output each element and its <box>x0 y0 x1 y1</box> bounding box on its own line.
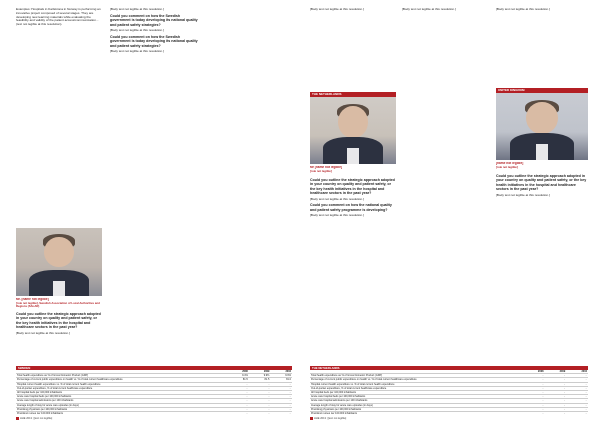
cell-value: .. <box>523 412 545 414</box>
cell-value: .. <box>544 412 566 414</box>
stats-country-label: THE NETHERLANDS <box>310 366 588 370</box>
paragraph: [Body text not legible at this resolution.] <box>496 192 550 197</box>
stats-table <box>310 370 588 414</box>
question: Could you outline the strategic approach adopted in your country on quality and patient safety, or the key health initiatives in the hospital and healthcare sectors in the past year? <box>496 174 587 192</box>
cell-value: .. <box>566 403 588 407</box>
cell-value: .. <box>523 407 545 411</box>
footer-marker <box>16 417 19 420</box>
cell-value: .. <box>227 403 249 407</box>
cell-value: .. <box>227 382 249 386</box>
right-column-1-upper <box>310 8 396 88</box>
cell-value: .. <box>227 407 249 411</box>
row-label: All hospital beds per 100,000 inhabitants <box>310 391 523 395</box>
left-column-1-lower <box>16 312 102 364</box>
cell-value: .. <box>544 407 566 411</box>
paragraph: [Body text not legible at this resolution.] <box>110 8 164 11</box>
cell-value: .. <box>227 391 249 395</box>
right-column-3-lower <box>496 174 588 364</box>
stats-table-sweden <box>16 366 292 414</box>
paragraph: [Body text not legible at this resolution.] <box>310 196 364 201</box>
cell-value: .. <box>523 382 545 386</box>
cell-value: .. <box>544 382 566 386</box>
interviewee-photo-netherlands <box>310 92 396 164</box>
cell-value: .. <box>249 386 271 390</box>
row-label: Practising nurses per 100,000 inhabitants <box>16 412 227 414</box>
right-page <box>300 0 600 424</box>
cell-value: .. <box>544 386 566 390</box>
cell-value: .. <box>227 386 249 390</box>
footer-text: HHE 2013 | [text not legible] <box>20 417 53 421</box>
cell-value: 81.0 <box>270 378 292 382</box>
cell-value: .. <box>523 395 545 399</box>
cell-value: 9.9% <box>249 374 271 378</box>
paragraph: [Body text not legible at this resolution.] <box>310 213 364 218</box>
row-label: Practising physicians per 100,000 inhabitants <box>16 407 227 411</box>
year-header: 2009 <box>544 370 566 374</box>
right-column-1-lower <box>310 178 396 364</box>
cell-value: .. <box>544 374 566 378</box>
row-label: Hospital current health expenditure vs. % of total current health expenditure <box>310 382 523 386</box>
row-label: Total health expenditure as % of Gross Domestic Product (GDP) <box>16 374 227 378</box>
cell-value: .. <box>523 374 545 378</box>
stats-country-label: SWEDEN <box>16 366 292 370</box>
cell-value: .. <box>270 395 292 399</box>
cell-value: .. <box>544 399 566 403</box>
right-column-2 <box>402 8 490 364</box>
row-label: Percentage of current public expenditure on health vs. % of total current healthcare expenditure <box>310 378 523 382</box>
row-label: Average length of stay for acute care episodes (in days) <box>16 403 227 407</box>
section-country-bar: THE NETHERLANDS <box>310 92 396 97</box>
row-label: Hospital current health expenditure vs. % of total current health expenditure <box>16 382 227 386</box>
cell-value: .. <box>523 403 545 407</box>
section-country-bar: UNITED KINGDOM <box>496 88 588 93</box>
table-row <box>310 412 588 414</box>
interviewee-name: Mr. [name not legible] <box>16 298 49 301</box>
page-footer <box>16 417 52 420</box>
stats-table-netherlands <box>310 366 588 414</box>
cell-value: .. <box>227 395 249 399</box>
paragraph: [Body text not legible at this resolution.] <box>110 28 164 33</box>
paragraph: [Body text not legible at this resolution.] <box>16 330 70 335</box>
cell-value: .. <box>566 382 588 386</box>
cell-value: .. <box>227 412 249 414</box>
cell-value: .. <box>544 391 566 395</box>
left-column-1-upper <box>16 8 102 220</box>
cell-value: .. <box>270 391 292 395</box>
cell-value: .. <box>270 403 292 407</box>
cell-value: .. <box>249 407 271 411</box>
cell-value: .. <box>566 407 588 411</box>
year-header: 2010 <box>270 370 292 374</box>
cell-value: .. <box>270 382 292 386</box>
interviewee-photo-sweden <box>16 228 102 296</box>
cell-value: .. <box>566 378 588 382</box>
cell-value: 81.5 <box>249 378 271 382</box>
year-header: 2009 <box>249 370 271 374</box>
interviewee-role: [role not legible] <box>310 170 332 173</box>
cell-value: .. <box>523 391 545 395</box>
question: Could you outline the strategic approach adopted in your country on quality and patient safety, or the key health initiatives in the hospital and healthcare sectors in the past year? <box>16 312 101 330</box>
table-row <box>16 412 292 414</box>
row-label: Average length of stay for acute care episodes (in days) <box>310 403 523 407</box>
cell-value: .. <box>566 412 588 414</box>
question: Could you comment on how the Swedish government is today developing its national quality and patient safety strategies? <box>110 34 198 48</box>
year-header: 2008 <box>523 370 545 374</box>
cell-value: 81.5 <box>227 378 249 382</box>
cell-value: .. <box>566 399 588 403</box>
paragraph: [Body text not legible at this resolution.] <box>110 49 164 54</box>
cell-value: 9.4% <box>227 374 249 378</box>
footer-marker <box>310 417 313 420</box>
paragraph: [Body text not legible at this resolution.] <box>310 8 364 11</box>
cell-value: .. <box>249 399 271 403</box>
cell-value: .. <box>523 399 545 403</box>
cell-value: .. <box>270 412 292 414</box>
row-label: All hospital beds per 100,000 inhabitants <box>16 391 227 395</box>
interviewee-photo-uk <box>496 88 588 160</box>
cell-value: .. <box>227 399 249 403</box>
cell-value: .. <box>270 399 292 403</box>
cell-value: .. <box>249 382 271 386</box>
year-header: 2010 <box>566 370 588 374</box>
interviewee-name: [name not legible] <box>496 162 524 165</box>
row-label: Acute care hospital beds per 100,000 inhabitants <box>16 395 227 399</box>
row-label: Out-of-pocket expenditure, % of total current healthcare expenditure <box>16 386 227 390</box>
footer-text: HHE 2013 | [text not legible] <box>314 417 347 421</box>
row-label: Percentage of current public expenditure on health vs. % of total current healthcare expenditure <box>16 378 227 382</box>
row-label: Practising physicians per 100,000 inhabitants <box>310 407 523 411</box>
interviewee-name: Mr [name not legible] <box>310 166 343 169</box>
cell-value: .. <box>249 395 271 399</box>
question: Could you outline the strategic approach adopted in your country on quality and patient safety, or the key health initiatives in the hospital and healthcare sectors in the past year? <box>310 178 395 196</box>
page-footer <box>310 417 346 420</box>
cell-value: 9.6% <box>270 374 292 378</box>
cell-value: .. <box>249 391 271 395</box>
cell-value: .. <box>566 395 588 399</box>
paragraph: [Body text not legible at this resolution.] <box>496 8 550 11</box>
row-label: Acute care hospital admissions per 100 inhabitants <box>16 399 227 403</box>
cell-value: .. <box>270 407 292 411</box>
paragraph: [Body text not legible at this resolution.] <box>402 8 456 11</box>
cell-value: .. <box>566 391 588 395</box>
cell-value: .. <box>523 378 545 382</box>
cell-value: .. <box>544 395 566 399</box>
question: Could you comment on how the Swedish government is today developing its national quality and patient safety strategies? <box>110 13 198 27</box>
question: Could you comment on how the national quality and patient safety programme is developing? <box>310 203 392 212</box>
interviewee-role: [role not legible] <box>496 166 518 169</box>
stats-table <box>16 370 292 414</box>
row-label: Out-of-pocket expenditure, % of total current healthcare expenditure <box>310 386 523 390</box>
row-label: Practising nurses per 100,000 inhabitants <box>310 412 523 414</box>
cell-value: .. <box>566 374 588 378</box>
cell-value: .. <box>544 403 566 407</box>
cell-value: .. <box>270 386 292 390</box>
cell-value: .. <box>249 403 271 407</box>
left-column-2 <box>110 8 198 364</box>
cell-value: .. <box>249 412 271 414</box>
paragraph: Examples: Hospitals in Karlskrona in Norway is performing an innovative project composed of several stages. They are developing new learning materials while evaluating the feasibility and validity of the patient access/communication... (text not legible at this resolution). <box>16 8 101 27</box>
row-label: Total health expenditure as % of Gross Domestic Product (GDP) <box>310 374 523 378</box>
cell-value: .. <box>566 386 588 390</box>
cell-value: .. <box>544 378 566 382</box>
row-label: Acute care hospital beds per 100,000 inhabitants <box>310 395 523 399</box>
right-column-3-upper <box>496 8 588 84</box>
row-label: Acute care hospital admissions per 100 inhabitants <box>310 399 523 403</box>
cell-value: .. <box>523 386 545 390</box>
year-header: 2008 <box>227 370 249 374</box>
interviewee-role: [role not legible], Swedish Association of Local Authorities and Regions (SALAR) <box>16 302 100 309</box>
